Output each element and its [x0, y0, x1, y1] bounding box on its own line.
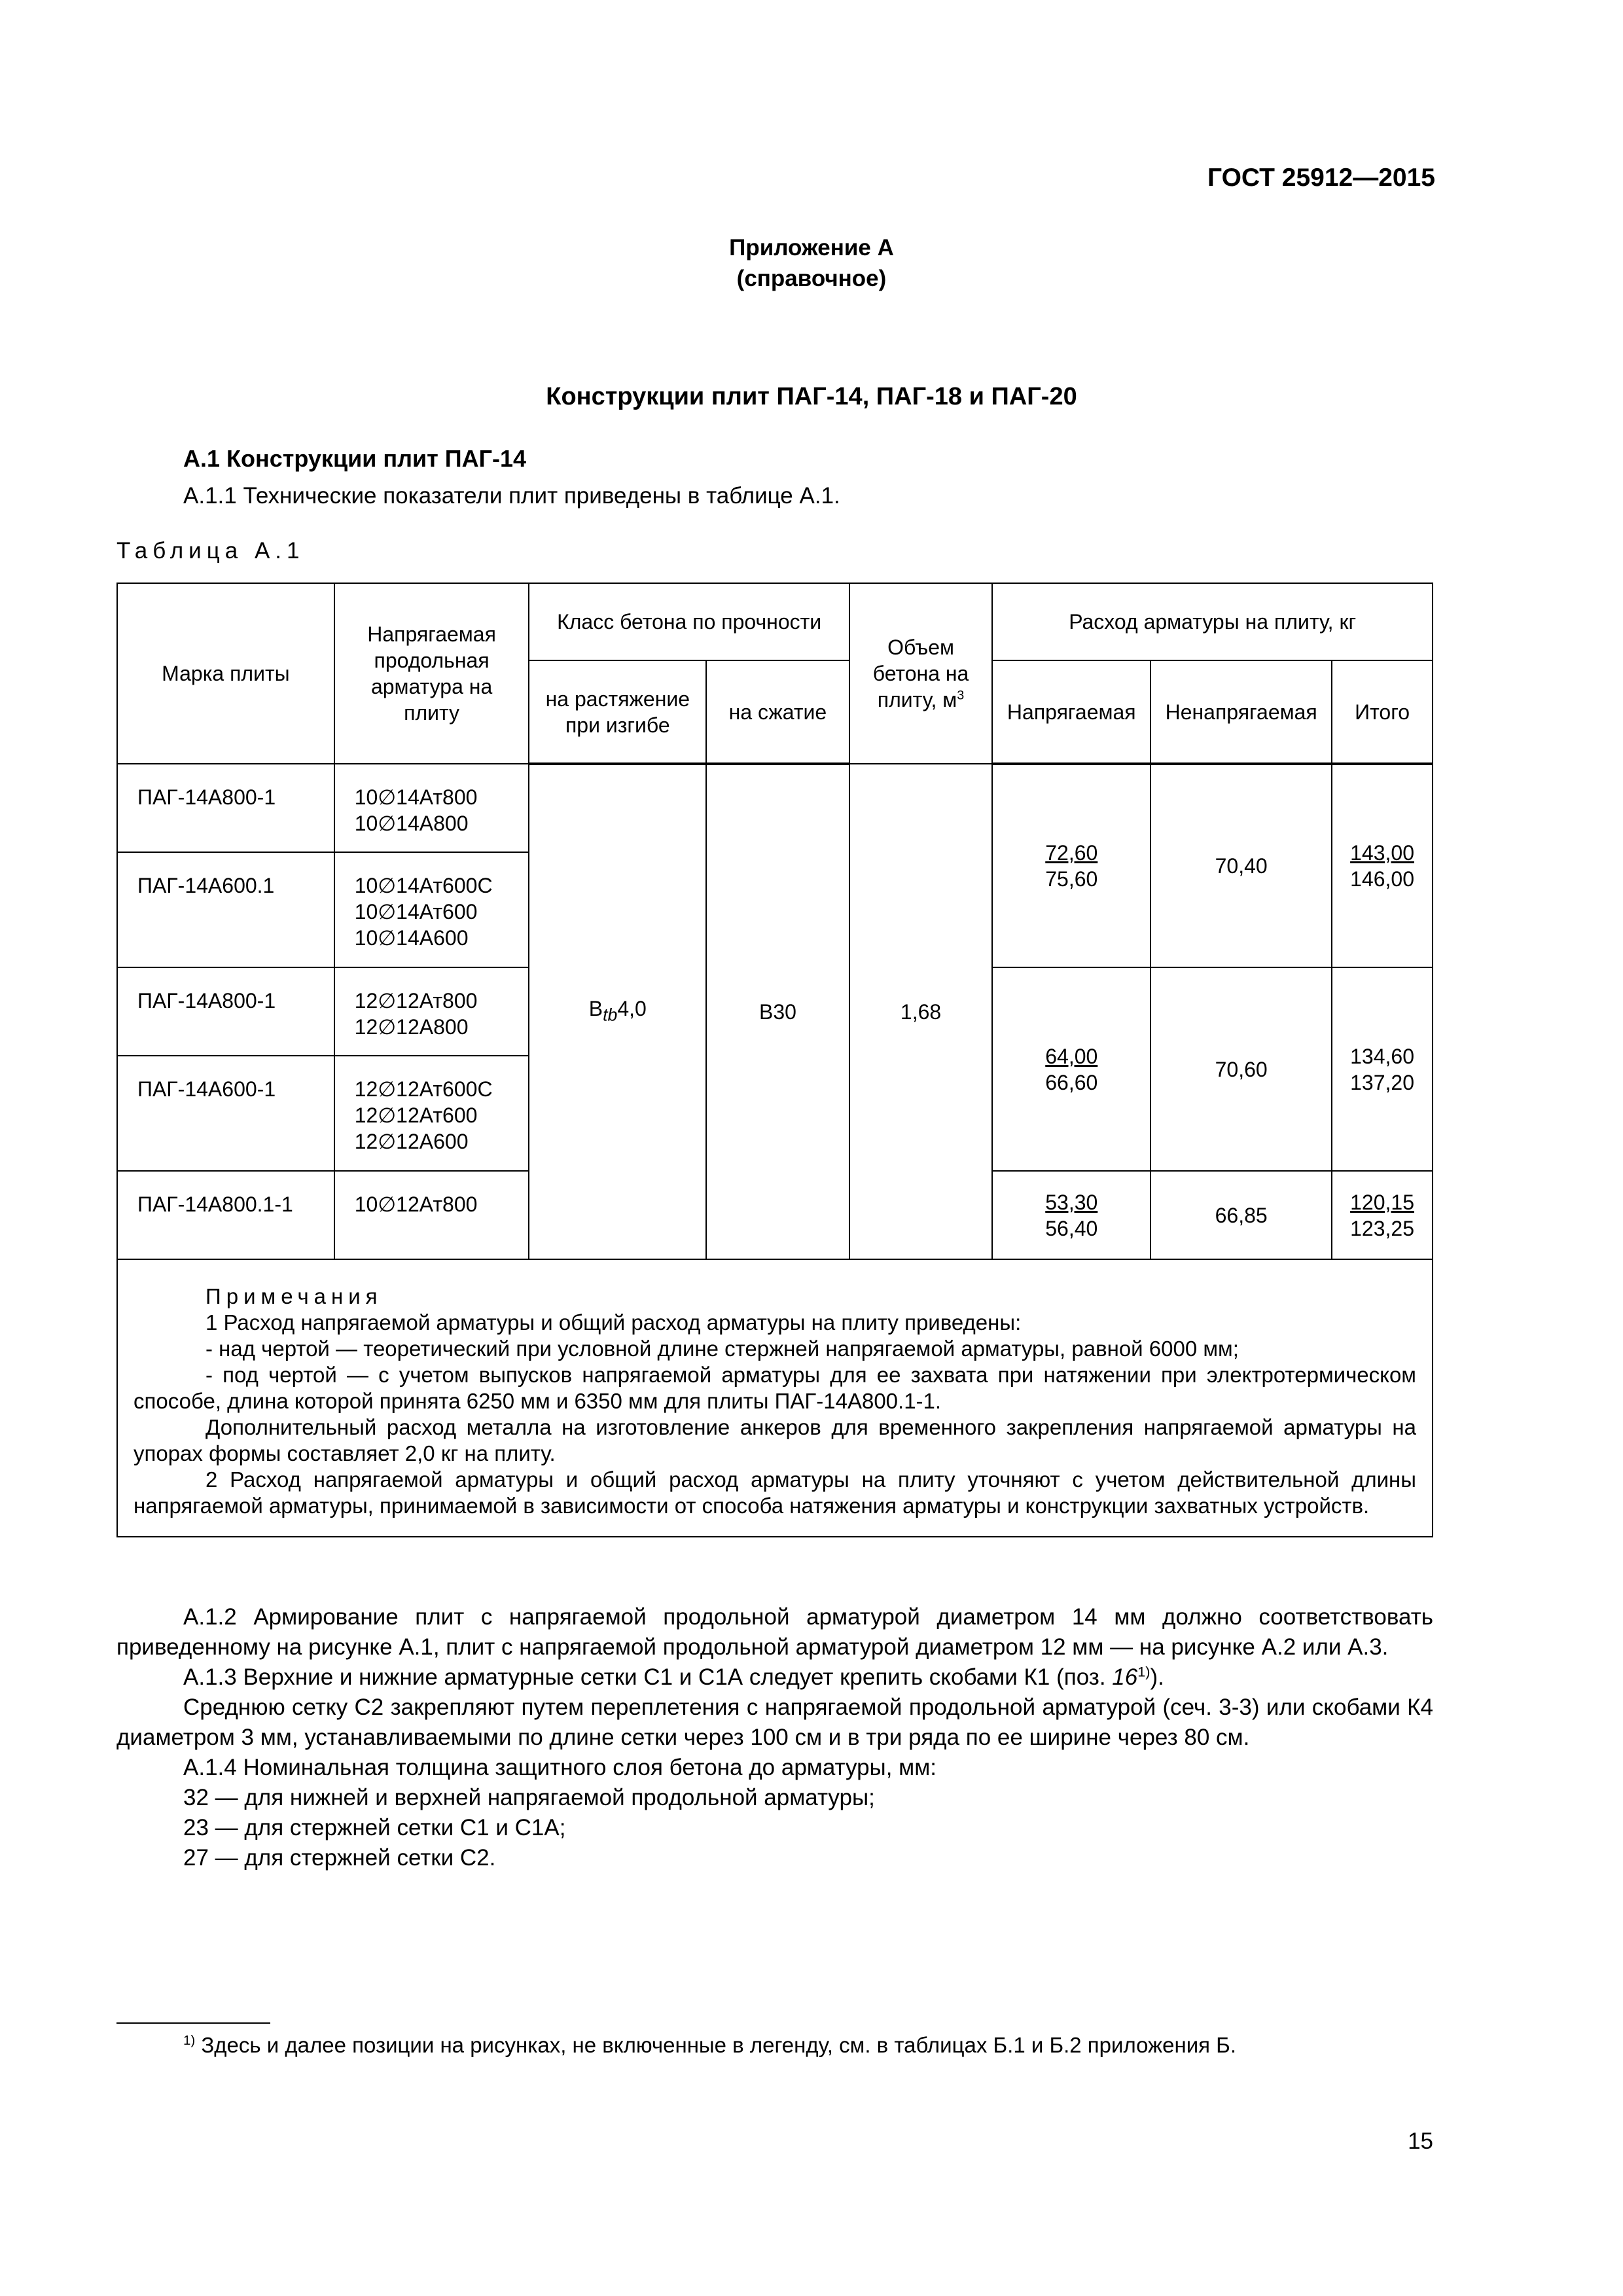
prestressed-value: 72,60 75,60 — [992, 764, 1150, 967]
concrete-volume: 1,68 — [849, 764, 993, 1259]
row-rebar: 12∅12Ат600С 12∅12Ат600 12∅12А600 — [334, 1056, 529, 1171]
paragraph-a11: А.1.1 Технические показатели плит приведены в таблице А.1. — [183, 483, 840, 509]
row-rebar: 10∅14Ат600С 10∅14Ат600 10∅14А600 — [334, 852, 529, 967]
header-consumption: Расход арматуры на плиту, кг — [992, 583, 1433, 660]
document-code: ГОСТ 25912—2015 — [1207, 164, 1435, 192]
header-mark: Марка плиты — [117, 583, 334, 764]
header-total: Итого — [1332, 660, 1433, 764]
list-item: 23 — для стержней сетки С1 и С1А; — [183, 1815, 566, 1840]
total-value: 143,00 146,00 — [1332, 764, 1433, 967]
non-prestressed-value: 66,85 — [1150, 1171, 1332, 1259]
non-prestressed-value: 70,60 — [1150, 967, 1332, 1171]
paragraph-a14: А.1.4 Номинальная толщина защитного слоя бетона до арматуры, мм: — [183, 1755, 937, 1780]
technical-table — [116, 583, 1433, 1537]
prestressed-value: 64,00 66,60 — [992, 967, 1150, 1171]
header-concrete-class: Класс бетона по прочности — [529, 583, 849, 660]
row-rebar: 10∅14Ат800 10∅14А800 — [334, 764, 529, 852]
list-item: 27 — для стержней сетки С2. — [183, 1845, 496, 1871]
main-title: Конструкции плит ПАГ-14, ПАГ-18 и ПАГ-20 — [546, 383, 1077, 410]
class-compression: В30 — [706, 764, 849, 1259]
note-1b: - под чертой — с учетом выпусков напрягаемой арматуры для ее захвата при натяжении при электротермическом способе, длина которой принята 6250 мм и 6350 мм для плиты ПАГ-14А800.1-1. — [134, 1363, 1416, 1413]
list-item: 32 — для нижней и верхней напрягаемой продольной арматуры; — [183, 1785, 875, 1810]
total-value: 120,15 123,25 — [1332, 1171, 1433, 1259]
note-1a: - над чертой — теоретический при условной длине стержней напрягаемой арматуры, равной 6000 мм; — [205, 1336, 1239, 1361]
row-mark: ПАГ-14А800.1-1 — [117, 1171, 334, 1259]
header-volume: Объем бетона на плиту, $м^3$ — [849, 583, 993, 764]
header-rebar: Напрягаемая продольная арматура на плиту — [334, 583, 529, 764]
row-mark: ПАГ-14А600-1 — [117, 1056, 334, 1171]
row-rebar: 12∅12Ат800 12∅12А800 — [334, 967, 529, 1056]
row-mark: ПАГ-14А600.1 — [117, 852, 334, 967]
footnote: $^{1)}$ Здесь и далее позиции на рисунках, не включенные в легенду, см. в таблицах Б.1 и Б.2 приложения Б. — [183, 2033, 1237, 2057]
header-compression: на сжатие — [706, 660, 849, 764]
total-value: 134,60 137,20 — [1332, 967, 1433, 1171]
header-tension: на растяжение при изгибе — [529, 660, 706, 764]
appendix-heading — [0, 232, 1623, 294]
section-title: А.1 Конструкции плит ПАГ-14 — [183, 445, 527, 472]
header-prestressed: Напрягаемая — [992, 660, 1150, 764]
paragraph-a12: А.1.2 Армирование плит с напрягаемой продольной арматурой диаметром 14 мм должно соответствовать приведенному на рисунке А.1, плит с напрягаемой продольной арматурой диаметром 12 мм — на рисунке А.2 или А.3. — [116, 1604, 1433, 1660]
table-notes — [117, 1259, 1433, 1537]
appendix-subtitle: (справочное) — [736, 266, 887, 291]
page-number: 15 — [1408, 2128, 1433, 2154]
header-non-prestressed: Ненапрягаемая — [1150, 660, 1332, 764]
note-1c: Дополнительный расход металла на изготовление анкеров для временного закрепления напрягаемой арматуры на упорах формы составляет 2,0 кг на плиту. — [134, 1415, 1416, 1465]
table-label: Таблица А.1 — [116, 538, 305, 564]
body-text — [116, 1602, 1433, 1873]
note-2: 2 Расход напрягаемой арматуры и общий расход арматуры на плиту уточняют с учетом действительной длины напрягаемой арматуры, принимаемой в зависимости от способа натяжения арматуры и конструкции захватных устройств. — [134, 1467, 1416, 1518]
prestressed-value: 53,30 56,40 — [992, 1171, 1150, 1259]
appendix-title: Приложение А — [729, 235, 894, 260]
paragraph-a13: А.1.3 Верхние и нижние арматурные сетки С1 и С1А следует крепить скобами К1 (поз. 16$^{1)}$). — [183, 1663, 1164, 1690]
non-prestressed-value: 70,40 — [1150, 764, 1332, 967]
note-1: 1 Расход напрягаемой арматуры и общий расход арматуры на плиту приведены: — [205, 1310, 1022, 1335]
paragraph-a13b: Среднюю сетку С2 закрепляют путем переплетения с напрягаемой продольной арматурой (сеч. 3-3) или скобами К4 диаметром 3 мм, устанавливаемыми по длине сетки через 100 см и в три ряда по ее ширине через 80 см. — [116, 1695, 1433, 1750]
row-mark: ПАГ-14А800-1 — [117, 967, 334, 1056]
class-tension: $B_{tb}4,0$ — [529, 764, 706, 1259]
row-rebar: 10∅12Ат800 — [334, 1171, 529, 1259]
notes-title: Примечания — [205, 1284, 383, 1308]
row-mark: ПАГ-14А800-1 — [117, 764, 334, 852]
footnote-divider — [116, 2022, 270, 2024]
